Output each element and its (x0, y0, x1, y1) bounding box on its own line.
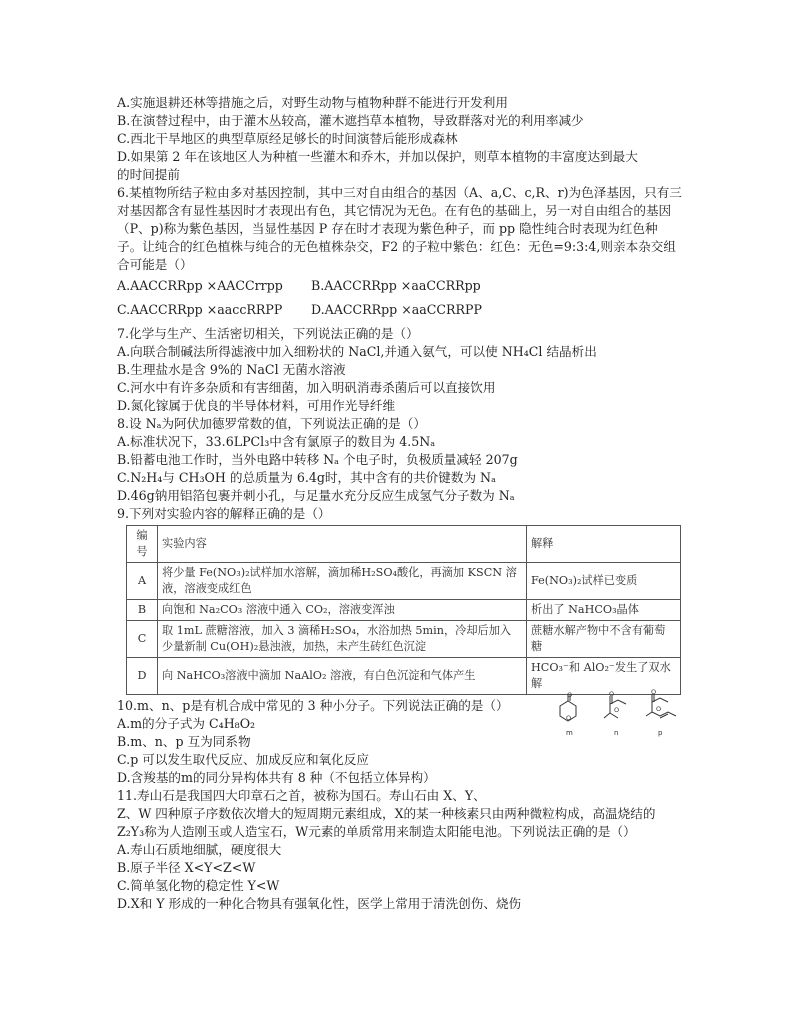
molecule-structures (548, 688, 683, 738)
q7-option-c: C.河水中有许多杂质和有害细菌，加入明矾消毒杀菌后可以直接饮用 (117, 380, 496, 395)
table-row (127, 600, 681, 621)
table-row (127, 621, 681, 658)
q10-option-d: D.含羧基的m的同分异构体共有 8 种（不包括立体异构） (117, 770, 436, 785)
q7-option-a: A.向联合制碱法所得滤液中加入细粉状的 NaCl,并通入氨气，可以使 NH₄Cl 结晶析出 (117, 344, 597, 359)
question-11 (117, 787, 682, 913)
question-6 (117, 184, 682, 319)
row-b-explain: 析出了 NaHCO₃晶体 (527, 600, 681, 621)
row-c-explain: 蔗糖水解产物中不含有葡萄糖 (527, 621, 681, 658)
row-d-content: 向 NaHCO₃溶液中滴加 NaAlO₂ 溶液，有白色沉淀和气体产生 (158, 658, 527, 695)
row-b-content: 向饱和 Na₂CO₃ 溶液中通入 CO₂，溶液变浑浊 (158, 600, 527, 621)
q10-option-a: A.m的分子式为 C₄H₈O₂ (117, 716, 256, 731)
q10-stem: 10.m、n、p是有机合成中常见的 3 种小分子。下列说法正确的是（） (117, 698, 509, 713)
q7-stem: 7.化学与生产、生活密切相关，下列说法正确的是（） (117, 326, 419, 341)
q6-option-b: B.AACCRRpp ×aaCCRRpp (311, 278, 481, 293)
q11-option-a: A.寿山石质地细腻，硬度很大 (117, 842, 282, 857)
molecule-label-n: n (614, 729, 619, 737)
molecule-svg (548, 688, 683, 738)
oxygen-label: O (656, 705, 662, 713)
row-d-explain: HCO₃⁻和 AlO₂⁻发生了双水解 (527, 658, 681, 695)
q11-stem-line1: 11.寿山石是我国四大印章石之首，被称为国石。寿山石由 X、Y、 (117, 788, 486, 803)
q11-option-b: B.原子半径 X<Y<Z<W (117, 860, 256, 875)
molecule-label-m: m (566, 729, 573, 737)
q7-option-b: B.生理盐水是含 9%的 NaCl 无菌水溶液 (117, 362, 346, 377)
q6-option-d: D.AACCRRpp ×aaCCRRPP (311, 302, 482, 317)
header-content: 实验内容 (158, 526, 527, 563)
question-7 (117, 325, 682, 415)
molecule-label-p: p (658, 729, 663, 737)
q5-option-a: A.实施退耕还林等措施之后，对野生动物与植物种群不能进行开发利用 (117, 95, 508, 110)
oxygen-label: O (609, 690, 615, 698)
q8-option-a: A.标准状况下，33.6LPCl₃中含有氯原子的数目为 4.5Nₐ (117, 434, 436, 449)
q9-stem: 9.下列对实验内容的解释正确的是（） (117, 506, 331, 521)
q5-option-d: D.如果第 2 年在该地区人为种植一些灌木和乔木，并加以保护，则草本植物的丰富度达到最大 (117, 149, 638, 164)
q6-options-row1 (117, 277, 682, 295)
oxygen-label: O (651, 688, 657, 696)
question-9 (117, 505, 682, 695)
row-c-content: 取 1mL 蔗糖溶液，加入 3 滴稀H₂SO₄，水浴加热 5min，冷却后加入少量新制 Cu(OH)₂悬浊液，加热，未产生砖红色沉淀 (158, 621, 527, 658)
q10-option-c: C.p 可以发生取代反应、加成反应和氧化反应 (117, 752, 369, 767)
q5-option-b: B.在演替过程中，由于灌木丛较高，灌木遮挡草本植物，导致群落对光的利用率减少 (117, 113, 584, 128)
row-d-id: D (127, 658, 158, 695)
oxygen-label: O (567, 691, 573, 699)
q7-option-d: D.氮化镓属于优良的半导体材料，可用作光导纤维 (117, 398, 396, 413)
q8-option-c: C.N₂H₄与 CH₃OH 的总质量为 6.4g时，其中含有的共价键数为 Nₐ (117, 470, 496, 485)
q6-option-c: C.AACCRRpp ×aaccRRPP (117, 302, 283, 317)
q11-stem-line2: Z、W 四种原子序数依次增大的短周期元素组成，X的某一种核素只由两种微粒构成，高温烧结的 Z₂Y₃称为人造刚玉或人造宝石，W元素的单质常用来制造太阳能电池。下列说法正确的是（） (117, 806, 656, 839)
row-c-id: C (127, 621, 158, 658)
ring-oxygen-label: O (566, 714, 572, 722)
q10-option-b: B.m、n、p 互为同系物 (117, 734, 251, 749)
row-a-explain: Fe(NO₃)₂试样已变质 (527, 563, 681, 600)
table-row (127, 563, 681, 600)
header-id: 编号 (127, 526, 158, 563)
row-a-content: 将少量 Fe(NO₃)₂试样加水溶解，滴加稀H₂SO₄酸化，再滴加 KSCN 溶液，溶液变成红色 (158, 563, 527, 600)
q11-option-c: C.简单氢化物的稳定性 Y<W (117, 878, 280, 893)
q5-option-d-cont: 的时间提前 (117, 167, 180, 182)
question-8 (117, 415, 682, 505)
q6-option-a: A.AACCRRpp ×AACCrrpp (117, 278, 283, 293)
row-b-id: B (127, 600, 158, 621)
q6-options-row2 (117, 301, 682, 319)
table-header-row (127, 526, 681, 563)
q5-options (117, 94, 682, 184)
q5-option-c: C.西北干旱地区的典型草原经足够长的时间演替后能形成森林 (117, 131, 458, 146)
q8-option-d: D.46g钠用铝箔包裹并刺小孔，与足量水充分反应生成氢气分子数为 Nₐ (117, 488, 515, 503)
q8-stem: 8.设 Nₐ为阿伏加德罗常数的值，下列说法正确的是（） (117, 416, 426, 431)
q11-option-d: D.X和 Y 形成的一种化合物具有强氧化性，医学上常用于清洗创伤、烧伤 (117, 896, 522, 911)
q9-table (126, 525, 681, 695)
exam-page (117, 94, 682, 913)
q8-option-b: B.铅蓄电池工作时，当外电路中转移 Nₐ 个电子时，负极质量减轻 207g (117, 452, 518, 467)
row-a-id: A (127, 563, 158, 600)
oxygen-label: O (614, 706, 620, 714)
q6-stem: 6.某植物所结子粒由多对基因控制，其中三对自由组合的基因（A、a,C、c,R、r)为色泽基因，只有三对基因都含有显性基因时才表现出有色，其它情况为无色。在有色的基础上，另一对自由组合的基因（P、p)称为紫色基因，当显性基因 P 存在时才表现为紫色种子，而 pp 隐性纯合时表现为红色种子。让纯合的红色植株与纯合的无色植株杂交，F2 的子粒中紫色：红色：无色=9:3:4,则亲本杂交组合可能是（） (117, 185, 682, 272)
header-explain: 解释 (527, 526, 681, 563)
